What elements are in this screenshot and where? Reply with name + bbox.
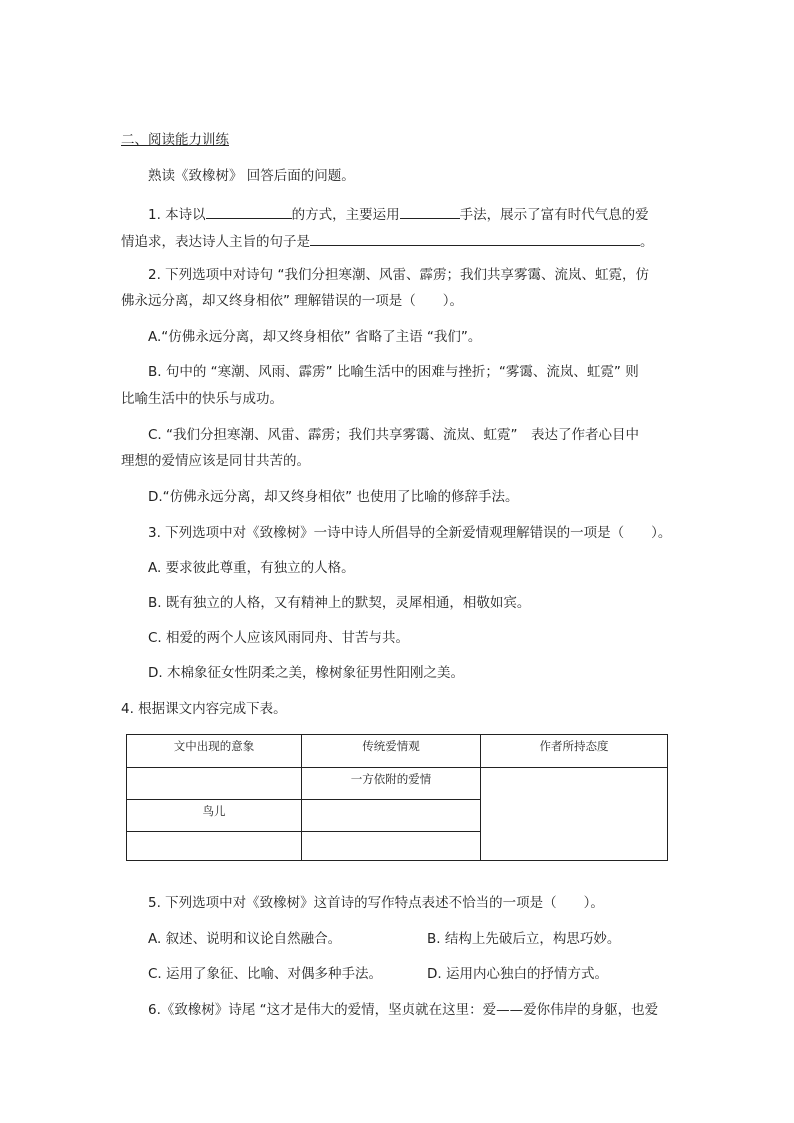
imagery-table [126,734,668,861]
table-header-imagery: 文中出现的意象 [127,735,302,768]
table-cell[interactable] [302,832,481,861]
q2-stem-line1: 2. 下列选项中对诗句 “我们分担寒潮、风雷、霹雳；我们共享雾霭、流岚、虹霓，仿 [148,267,649,283]
q1-blank-method[interactable] [206,203,292,219]
table-cell-author-attitude[interactable] [481,768,668,861]
q2-option-d: D.“仿佛永远分离，却又终身相依” 也使用了比喻的修辞手法。 [148,489,519,505]
q2-stem-line2: 佛永远分离，却又终身相依” 理解错误的一项是（ ）。 [121,293,464,309]
q5-option-b: B. 结构上先破后立，构思巧妙。 [427,931,621,947]
table-cell[interactable]: 一方依附的爱情 [302,768,481,800]
reading-intro: 熟读《致橡树》 回答后面的问题。 [148,168,355,184]
q1-line2 [121,230,654,252]
table-cell[interactable]: 鸟儿 [127,800,302,832]
section-heading: 二、阅读能力训练 [121,132,229,148]
q2-option-b-line1: B. 句中的 “寒潮、风雨、霹雳” 比喻生活中的困难与挫折；“雾霭、流岚、虹霓” 则 [148,364,639,380]
q1-text-e: 。 [640,234,654,250]
q2-option-b-line2: 比喻生活中的快乐与成功。 [121,391,283,407]
table-header-traditional-view: 传统爱情观 [302,735,481,768]
q6-stem: 6.《致橡树》诗尾 “这才是伟大的爱情，坚贞就在这里：爱——爱你伟岸的身躯，也爱 [148,1002,659,1018]
q5-stem: 5. 下列选项中对《致橡树》这首诗的写作特点表述不恰当的一项是（ ）。 [148,895,604,911]
q5-option-a: A. 叙述、说明和议论自然融合。 [148,931,342,947]
table-cell[interactable] [127,768,302,800]
q1-text-d: 情追求，表达诗人主旨的句子是 [121,234,310,250]
q1-text-a: 1. 本诗以 [148,207,206,223]
q2-option-c-line2: 理想的爱情应该是同甘共苦的。 [121,453,310,469]
q5-option-c: C. 运用了象征、比喻、对偶多种手法。 [148,966,383,982]
q3-option-b: B. 既有独立的人格，又有精神上的默契，灵犀相通，相敬如宾。 [148,595,531,611]
q4-stem: 4. 根据课文内容完成下表。 [121,701,287,717]
q2-option-c-line1: C. “我们分担寒潮、风雷、霹雳；我们共享雾霭、流岚、虹霓” 表达了作者心目中 [148,427,639,443]
q1-text-c: 手法，展示了富有时代气息的爱 [459,207,649,223]
q2-option-a: A.“仿佛永远分离，却又终身相依” 省略了主语 “我们”。 [148,329,482,345]
q1-line1 [148,203,649,225]
q5-option-d: D. 运用内心独白的抒情方式。 [427,966,608,982]
q1-blank-technique[interactable] [400,203,460,219]
table-cell[interactable] [127,832,302,861]
q3-option-d: D. 木棉象征女性阴柔之美，橡树象征男性阳刚之美。 [148,665,464,681]
q1-blank-theme-sentence[interactable] [310,230,640,246]
q3-option-a: A. 要求彼此尊重，有独立的人格。 [148,560,355,576]
q1-text-b: 的方式，主要运用 [291,207,400,223]
q3-stem: 3. 下列选项中对《致橡树》一诗中诗人所倡导的全新爱情观理解错误的一项是（ ）。 [148,525,672,541]
table-cell[interactable] [302,800,481,832]
q3-option-c: C. 相爱的两个人应该风雨同舟、甘苦与共。 [148,630,410,646]
table-header-author-attitude: 作者所持态度 [481,735,668,768]
